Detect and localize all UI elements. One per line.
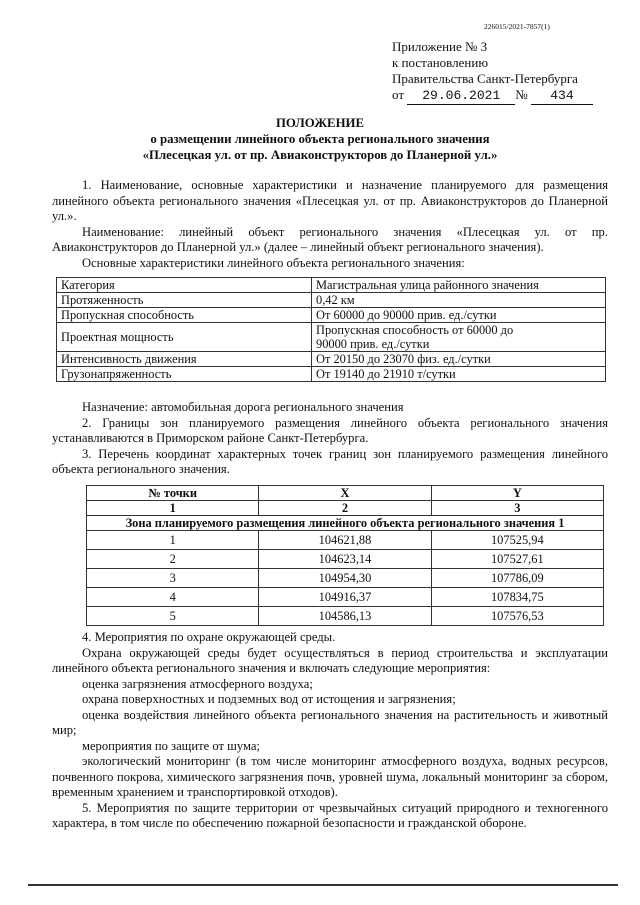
- from-label: от: [392, 87, 405, 102]
- list-item: мероприятия по защите от шума;: [82, 738, 260, 753]
- table-row: [57, 293, 606, 308]
- cell-key: Грузонапряженность: [57, 367, 312, 382]
- cell: 2: [87, 550, 259, 569]
- paragraph: 5. Мероприятия по защите территории от чрезвычайных ситуаций природного и техногенного характера, в том числе по обеспечению пожарной безопасности и гражданской обороне.: [52, 800, 608, 830]
- document-id: 226015/2021-7857(1): [484, 22, 550, 31]
- document-title: [0, 115, 640, 163]
- header-cell: X: [259, 486, 431, 501]
- paragraph: Назначение: автомобильная дорога регионального значения: [82, 400, 404, 414]
- appendix-line: Правительства Санкт-Петербурга: [392, 71, 578, 86]
- cell-value: От 19140 до 21910 т/сутки: [312, 367, 606, 382]
- appendix-line: Приложение № 3: [392, 39, 488, 54]
- characteristics-table: [56, 277, 606, 382]
- section-2-3: [52, 400, 608, 478]
- paragraph: 4. Мероприятия по охране окружающей среды.: [82, 630, 336, 644]
- table-row: [87, 569, 604, 588]
- decree-date: 29.06.2021: [407, 88, 515, 105]
- cell: 107834,75: [431, 588, 603, 607]
- header-cell: № точки: [87, 486, 259, 501]
- header-cell: 2: [259, 501, 431, 516]
- cell: 104621,88: [259, 531, 431, 550]
- paragraph: 1. Наименование, основные характеристики и назначение планируемого для размещения линейного объекта регионального значения «Плесецкая ул. от пр. Авиаконструкторов до Планерной ул.».: [52, 178, 608, 223]
- header-cell: 1: [87, 501, 259, 516]
- zone-title: Зона планируемого размещения линейного объекта регионального значения 1: [87, 516, 604, 531]
- table-row: [57, 323, 606, 352]
- cell-value: Магистральная улица районного значения: [312, 278, 606, 293]
- cell: 4: [87, 588, 259, 607]
- table-row: [57, 352, 606, 367]
- paragraph: Охрана окружающей среды будет осуществляться в период строительства и эксплуатации линейного объекта регионального значения и включать следующие мероприятия:: [52, 645, 608, 675]
- cell: 104623,14: [259, 550, 431, 569]
- table-row: [87, 588, 604, 607]
- bottom-scan-line: [28, 884, 618, 886]
- paragraph: 2. Границы зон планируемого размещения линейного объекта регионального значения устанавливаются в Приморском районе Санкт-Петербурга.: [52, 415, 608, 445]
- header-cell: 3: [431, 501, 603, 516]
- table-row: [57, 278, 606, 293]
- list-item: оценка загрязнения атмосферного воздуха;: [82, 676, 313, 691]
- paragraph: Основные характеристики линейного объекта регионального значения:: [82, 255, 465, 270]
- cell: 1: [87, 531, 259, 550]
- cell: 107786,09: [431, 569, 603, 588]
- list-item: охрана поверхностных и подземных вод от истощения и загрязнения;: [82, 692, 456, 706]
- cell-value: 0,42 км: [312, 293, 606, 308]
- cell: 5: [87, 607, 259, 626]
- paragraph: Наименование: линейный объект регионального значения «Плесецкая ул. от пр. Авиаконструкторов до Планерной ул.» (далее – линейный объект регионального значения).: [52, 224, 608, 254]
- paragraph: 3. Перечень координат характерных точек границ зон планируемого размещения линейного объекта регионального значения.: [52, 446, 608, 476]
- section-1: [52, 178, 608, 271]
- cell: 107525,94: [431, 531, 603, 550]
- number-label: №: [515, 87, 528, 102]
- cell-value: От 60000 до 90000 прив. ед./сутки: [312, 308, 606, 323]
- title-main: ПОЛОЖЕНИЕ: [275, 116, 365, 130]
- title-sub: о размещении линейного объекта регионального значения: [150, 132, 490, 146]
- table-row: [87, 550, 604, 569]
- table-row: [57, 367, 606, 382]
- table-row: [87, 531, 604, 550]
- cell-key: Проектная мощность: [57, 323, 312, 352]
- cell-key: Протяженность: [57, 293, 312, 308]
- list-item: экологический мониторинг (в том числе мониторинг атмосферного воздуха, водных ресурсов, почвенного покрова, химического загрязнения почв, уровней шума, локальный мониторинг за сбором, временным хранением и транспортировкой отходов).: [52, 754, 608, 799]
- header-cell: Y: [431, 486, 603, 501]
- cell: 104916,37: [259, 588, 431, 607]
- zone-row: [87, 516, 604, 531]
- cell: 3: [87, 569, 259, 588]
- list-item: оценка воздействия линейного объекта регионального значения на растительность и животный мир;: [52, 707, 608, 737]
- decree-number: 434: [531, 88, 593, 105]
- cell-value: От 20150 до 23070 физ. ед./сутки: [312, 352, 606, 367]
- cell: 107576,53: [431, 607, 603, 626]
- title-sub: «Плесецкая ул. от пр. Авиаконструкторов до Планерной ул.»: [142, 148, 498, 162]
- cell: 107527,61: [431, 550, 603, 569]
- cell-key: Пропускная способность: [57, 308, 312, 323]
- cell-key: Интенсивность движения: [57, 352, 312, 367]
- cell: 104954,30: [259, 569, 431, 588]
- appendix-header: [392, 39, 593, 105]
- table-row: [87, 607, 604, 626]
- appendix-line: к постановлению: [392, 55, 489, 70]
- coordinates-table: [86, 485, 604, 626]
- section-4-5: [52, 630, 608, 832]
- table-header-row: [87, 486, 604, 501]
- table-row: [57, 308, 606, 323]
- table-header-row: [87, 501, 604, 516]
- cell: 104586,13: [259, 607, 431, 626]
- cell-key: Категория: [57, 278, 312, 293]
- cell-value: Пропускная способность от 60000 до 90000 прив. ед./сутки: [312, 323, 606, 352]
